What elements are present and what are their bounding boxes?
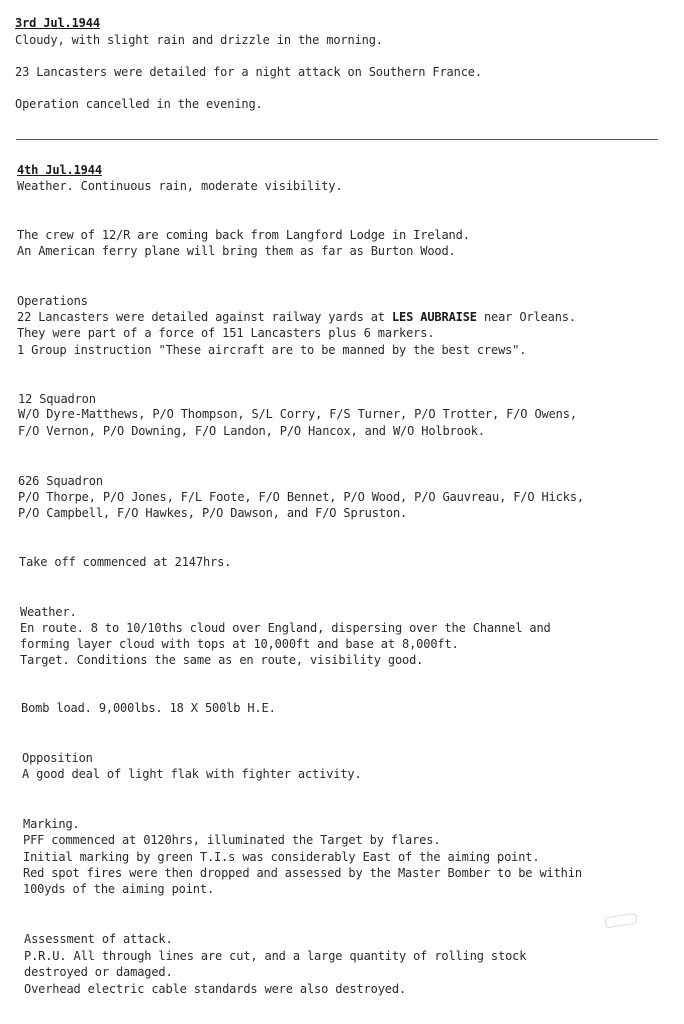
bomb-load: Bomb load. 9,000lbs. 18 X 500lb H.E. bbox=[21, 701, 276, 715]
assessment-heading: Assessment of attack. bbox=[24, 932, 173, 946]
weather-line-2: forming layer cloud with tops at 10,000ft and base at 8,000ft. bbox=[20, 637, 459, 651]
squadron-12-heading: 12 Squadron bbox=[18, 392, 96, 406]
paper-mark bbox=[604, 913, 637, 929]
marking-line-3: Red spot fires were then dropped and assessed by the Master Bomber to be within bbox=[23, 866, 582, 880]
entry1-status: Operation cancelled in the evening. bbox=[15, 97, 263, 111]
target-name: LES AUBRAISE bbox=[391, 310, 477, 324]
assessment-line-3: Overhead electric cable standards were also destroyed. bbox=[24, 982, 407, 996]
squadron-626-crews-line-1: P/O Thorpe, P/O Jones, F/L Foote, F/O Bennet, P/O Wood, P/O Gauvreau, F/O Hicks, bbox=[18, 490, 584, 504]
operations-line-3: 1 Group instruction "These aircraft are to be manned by the best crews". bbox=[17, 343, 527, 357]
marking-line-1: PFF commenced at 0120hrs, illuminated the Target by flares. bbox=[23, 833, 441, 847]
takeoff-time: Take off commenced at 2147hrs. bbox=[19, 555, 232, 569]
squadron-12-crews-line-1: W/O Dyre-Matthews, P/O Thompson, S/L Corry, F/S Turner, P/O Trotter, F/O Owens, bbox=[18, 407, 577, 421]
marking-line-4: 100yds of the aiming point. bbox=[23, 882, 215, 896]
opposition-text: A good deal of light flak with fighter activity. bbox=[22, 767, 362, 781]
crew-return-line-2: An American ferry plane will bring them as far as Burton Wood. bbox=[17, 244, 456, 258]
entry1-detail: 23 Lancasters were detailed for a night attack on Southern France. bbox=[15, 65, 482, 79]
operations-line-1: 22 Lancasters were detailed against railway yards at LES AUBRAISE near Orleans. bbox=[17, 310, 576, 324]
squadron-626-crews-line-2: P/O Campbell, F/O Hawkes, P/O Dawson, and F/O Spruston. bbox=[18, 506, 408, 520]
crew-return-line-1: The crew of 12/R are coming back from Langford Lodge in Ireland. bbox=[17, 228, 470, 242]
assessment-line-1: P.R.U. All through lines are cut, and a large quantity of rolling stock bbox=[24, 949, 527, 963]
entry-date-3-jul: 3rd Jul.1944 bbox=[15, 16, 100, 30]
assessment-line-2: destroyed or damaged. bbox=[24, 965, 173, 979]
weather-line-1: En route. 8 to 10/10ths cloud over England, dispersing over the Channel and bbox=[20, 621, 551, 635]
entry2-weather: Weather. Continuous rain, moderate visibility. bbox=[17, 179, 343, 193]
squadron-626-heading: 626 Squadron bbox=[18, 474, 103, 488]
weather-line-3: Target. Conditions the same as en route, visibility good. bbox=[20, 653, 424, 667]
marking-heading: Marking. bbox=[23, 817, 80, 831]
entry1-weather: Cloudy, with slight rain and drizzle in the morning. bbox=[15, 33, 383, 47]
squadron-12-crews-line-2: F/O Vernon, P/O Downing, F/O Landon, P/O Hancox, and W/O Holbrook. bbox=[18, 424, 485, 438]
marking-line-2: Initial marking by green T.I.s was considerably East of the aiming point. bbox=[23, 850, 540, 864]
opposition-heading: Opposition bbox=[22, 751, 93, 765]
entry-date-4-jul: 4th Jul.1944 bbox=[17, 163, 102, 177]
operations-line-2: They were part of a force of 151 Lancasters plus 6 markers. bbox=[17, 326, 435, 340]
weather-heading: Weather. bbox=[20, 605, 77, 619]
operations-heading: Operations bbox=[17, 294, 88, 308]
section-divider bbox=[16, 139, 658, 140]
